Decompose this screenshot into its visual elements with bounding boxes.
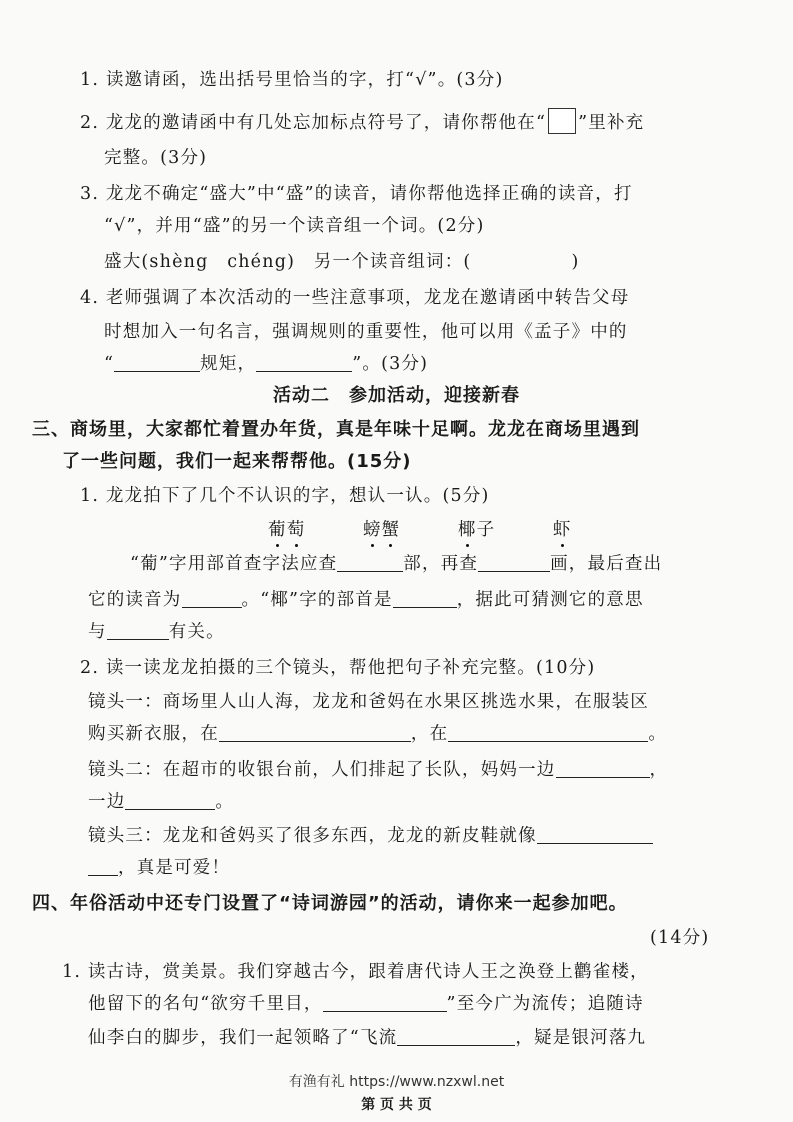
- shot-1: 镜头一：商场里人山人海，龙龙和爸妈在水果区挑选水果，在服装区: [88, 692, 649, 712]
- answer-blank[interactable]: [337, 553, 403, 572]
- question-text: 镜头三：龙龙和爸妈买了很多东西，龙龙的新皮鞋就像: [88, 826, 537, 846]
- question-1-2: [80, 108, 644, 135]
- section-4-heading: 四、年俗活动中还专门设置了“诗词游园”的活动，请你来一起参加吧。: [32, 893, 628, 914]
- question-text: ，真是可爱！: [118, 858, 231, 878]
- word-coconut: [458, 520, 495, 540]
- page-number: 第 页 共 页: [361, 1097, 432, 1113]
- question-text: 仙李白的脚步，我们一起领略了“飞流: [88, 1028, 398, 1048]
- answer-blank[interactable]: [114, 353, 200, 372]
- answer-blank[interactable]: [556, 759, 650, 778]
- question-3-1-line1: [130, 552, 662, 576]
- question-1-1: 1. 读邀请函，选出括号里恰当的字，打“√”。(3分): [80, 70, 504, 90]
- word-list: [268, 518, 572, 542]
- bracket-close: ): [571, 252, 580, 272]
- shot-3: [88, 824, 653, 848]
- question-text: ，据此可猜测它的意思: [456, 590, 644, 610]
- question-1-3-cont: “√”，并用“盛”的另一个读音组一个词。(2分): [104, 216, 485, 236]
- question-4-1-cont2: [88, 1026, 646, 1050]
- question-4-1: 1. 读古诗，赏美景。我们穿越古今，跟着唐代诗人王之涣登上鹳雀楼，: [62, 962, 649, 982]
- word-grape: [268, 520, 305, 540]
- shot-2-cont: [88, 790, 234, 814]
- question-text: “葡”字用部首查字法应查: [130, 554, 338, 574]
- question-text: ，在: [410, 724, 449, 744]
- question-text: 镜头二：在超市的收银台前，人们排起了长队，妈妈一边: [88, 760, 556, 780]
- section-4-score: (14分): [650, 928, 710, 948]
- shot-2: [88, 758, 668, 782]
- question-text: 它的读音为: [88, 590, 182, 610]
- question-text: 2. 龙龙的邀请函中有几处忘加标点符号了，请你帮他在“: [80, 113, 547, 133]
- word-crab: [363, 520, 400, 540]
- char: 椰: [457, 520, 477, 540]
- question-text: 。: [648, 724, 668, 744]
- pinyin-options: 盛大(shèng chéng) 另一个读音组词：(: [104, 252, 472, 272]
- question-text: ，: [649, 760, 669, 780]
- question-3-1-line3: [88, 620, 225, 644]
- question-3-2: 2. 读一读龙龙拍摄的三个镜头，帮他把句子补充完整。(10分): [80, 658, 596, 678]
- answer-blank[interactable]: [125, 791, 215, 810]
- question-text: 画，最后查出: [550, 554, 663, 574]
- question-1-4-cont: 时想加入一句名言，强调规则的重要性，他可以用《孟子》中的: [104, 322, 628, 342]
- question-text: ”。(3分): [352, 354, 429, 374]
- answer-blank[interactable]: [219, 723, 411, 742]
- question-text: 有关。: [168, 622, 225, 642]
- question-text: 一边: [88, 792, 126, 812]
- answer-blank[interactable]: [478, 553, 550, 572]
- question-text: 。: [215, 792, 235, 812]
- char: 萄: [286, 520, 306, 540]
- activity-heading: 活动二 参加活动，迎接新春: [273, 385, 520, 406]
- question-text: ，疑是银河落九: [515, 1028, 647, 1048]
- question-text: 购买新衣服，在: [88, 724, 219, 744]
- answer-blank[interactable]: [397, 1027, 515, 1046]
- char: 葡: [268, 520, 287, 540]
- answer-box[interactable]: [548, 108, 576, 134]
- answer-blank[interactable]: [107, 621, 169, 640]
- char: 子: [476, 520, 496, 540]
- question-1-3-answer: [104, 250, 580, 274]
- question-3-1-line2: [88, 588, 644, 612]
- question-4-1-cont: [88, 992, 644, 1016]
- question-1-4-answer: [104, 352, 428, 376]
- question-text: 。“椰”字的部首是: [241, 590, 393, 610]
- quote-open: “: [104, 354, 115, 374]
- watermark: 有渔有礼 https://www.nzxwl.net: [288, 1074, 505, 1090]
- char: 虾: [552, 520, 572, 540]
- question-text: 他留下的名句“欲穷千里目，: [88, 994, 323, 1014]
- answer-blank[interactable]: [88, 857, 118, 876]
- question-text: 与: [88, 622, 107, 642]
- question-text: ”里补充: [578, 113, 645, 133]
- question-text: 部，再查: [403, 554, 479, 574]
- question-1-2-cont: 完整。(3分): [104, 148, 208, 168]
- answer-blank[interactable]: [323, 993, 447, 1012]
- shot-1-cont: [88, 722, 667, 746]
- answer-blank[interactable]: [448, 723, 648, 742]
- answer-blank[interactable]: [393, 589, 457, 608]
- word-shrimp: [553, 520, 572, 540]
- answer-blank[interactable]: [182, 589, 242, 608]
- shot-3-cont: [88, 856, 230, 880]
- question-1-4: 4. 老师强调了本次活动的一些注意事项，龙龙在邀请函中转告父母: [80, 288, 630, 308]
- char: 蟹: [381, 520, 401, 540]
- section-3-heading-cont: 了一些问题，我们一起来帮帮他。(15分): [62, 451, 412, 472]
- answer-blank[interactable]: [537, 825, 653, 844]
- section-3-heading: 三、商场里，大家都忙着置办年货，真是年味十足啊。龙龙在商场里遇到: [32, 419, 640, 440]
- question-1-3: 3. 龙龙不确定“盛大”中“盛”的读音，请你帮他选择正确的读音，打: [80, 184, 633, 204]
- question-text: ”至今广为流传；追随诗: [446, 994, 644, 1014]
- question-3-1: 1. 龙龙拍下了几个不认识的字，想认一认。(5分): [80, 486, 490, 506]
- word-answer-blank[interactable]: [471, 252, 571, 270]
- char: 螃: [362, 520, 382, 540]
- answer-blank[interactable]: [256, 353, 352, 372]
- question-text: 规矩，: [200, 354, 257, 374]
